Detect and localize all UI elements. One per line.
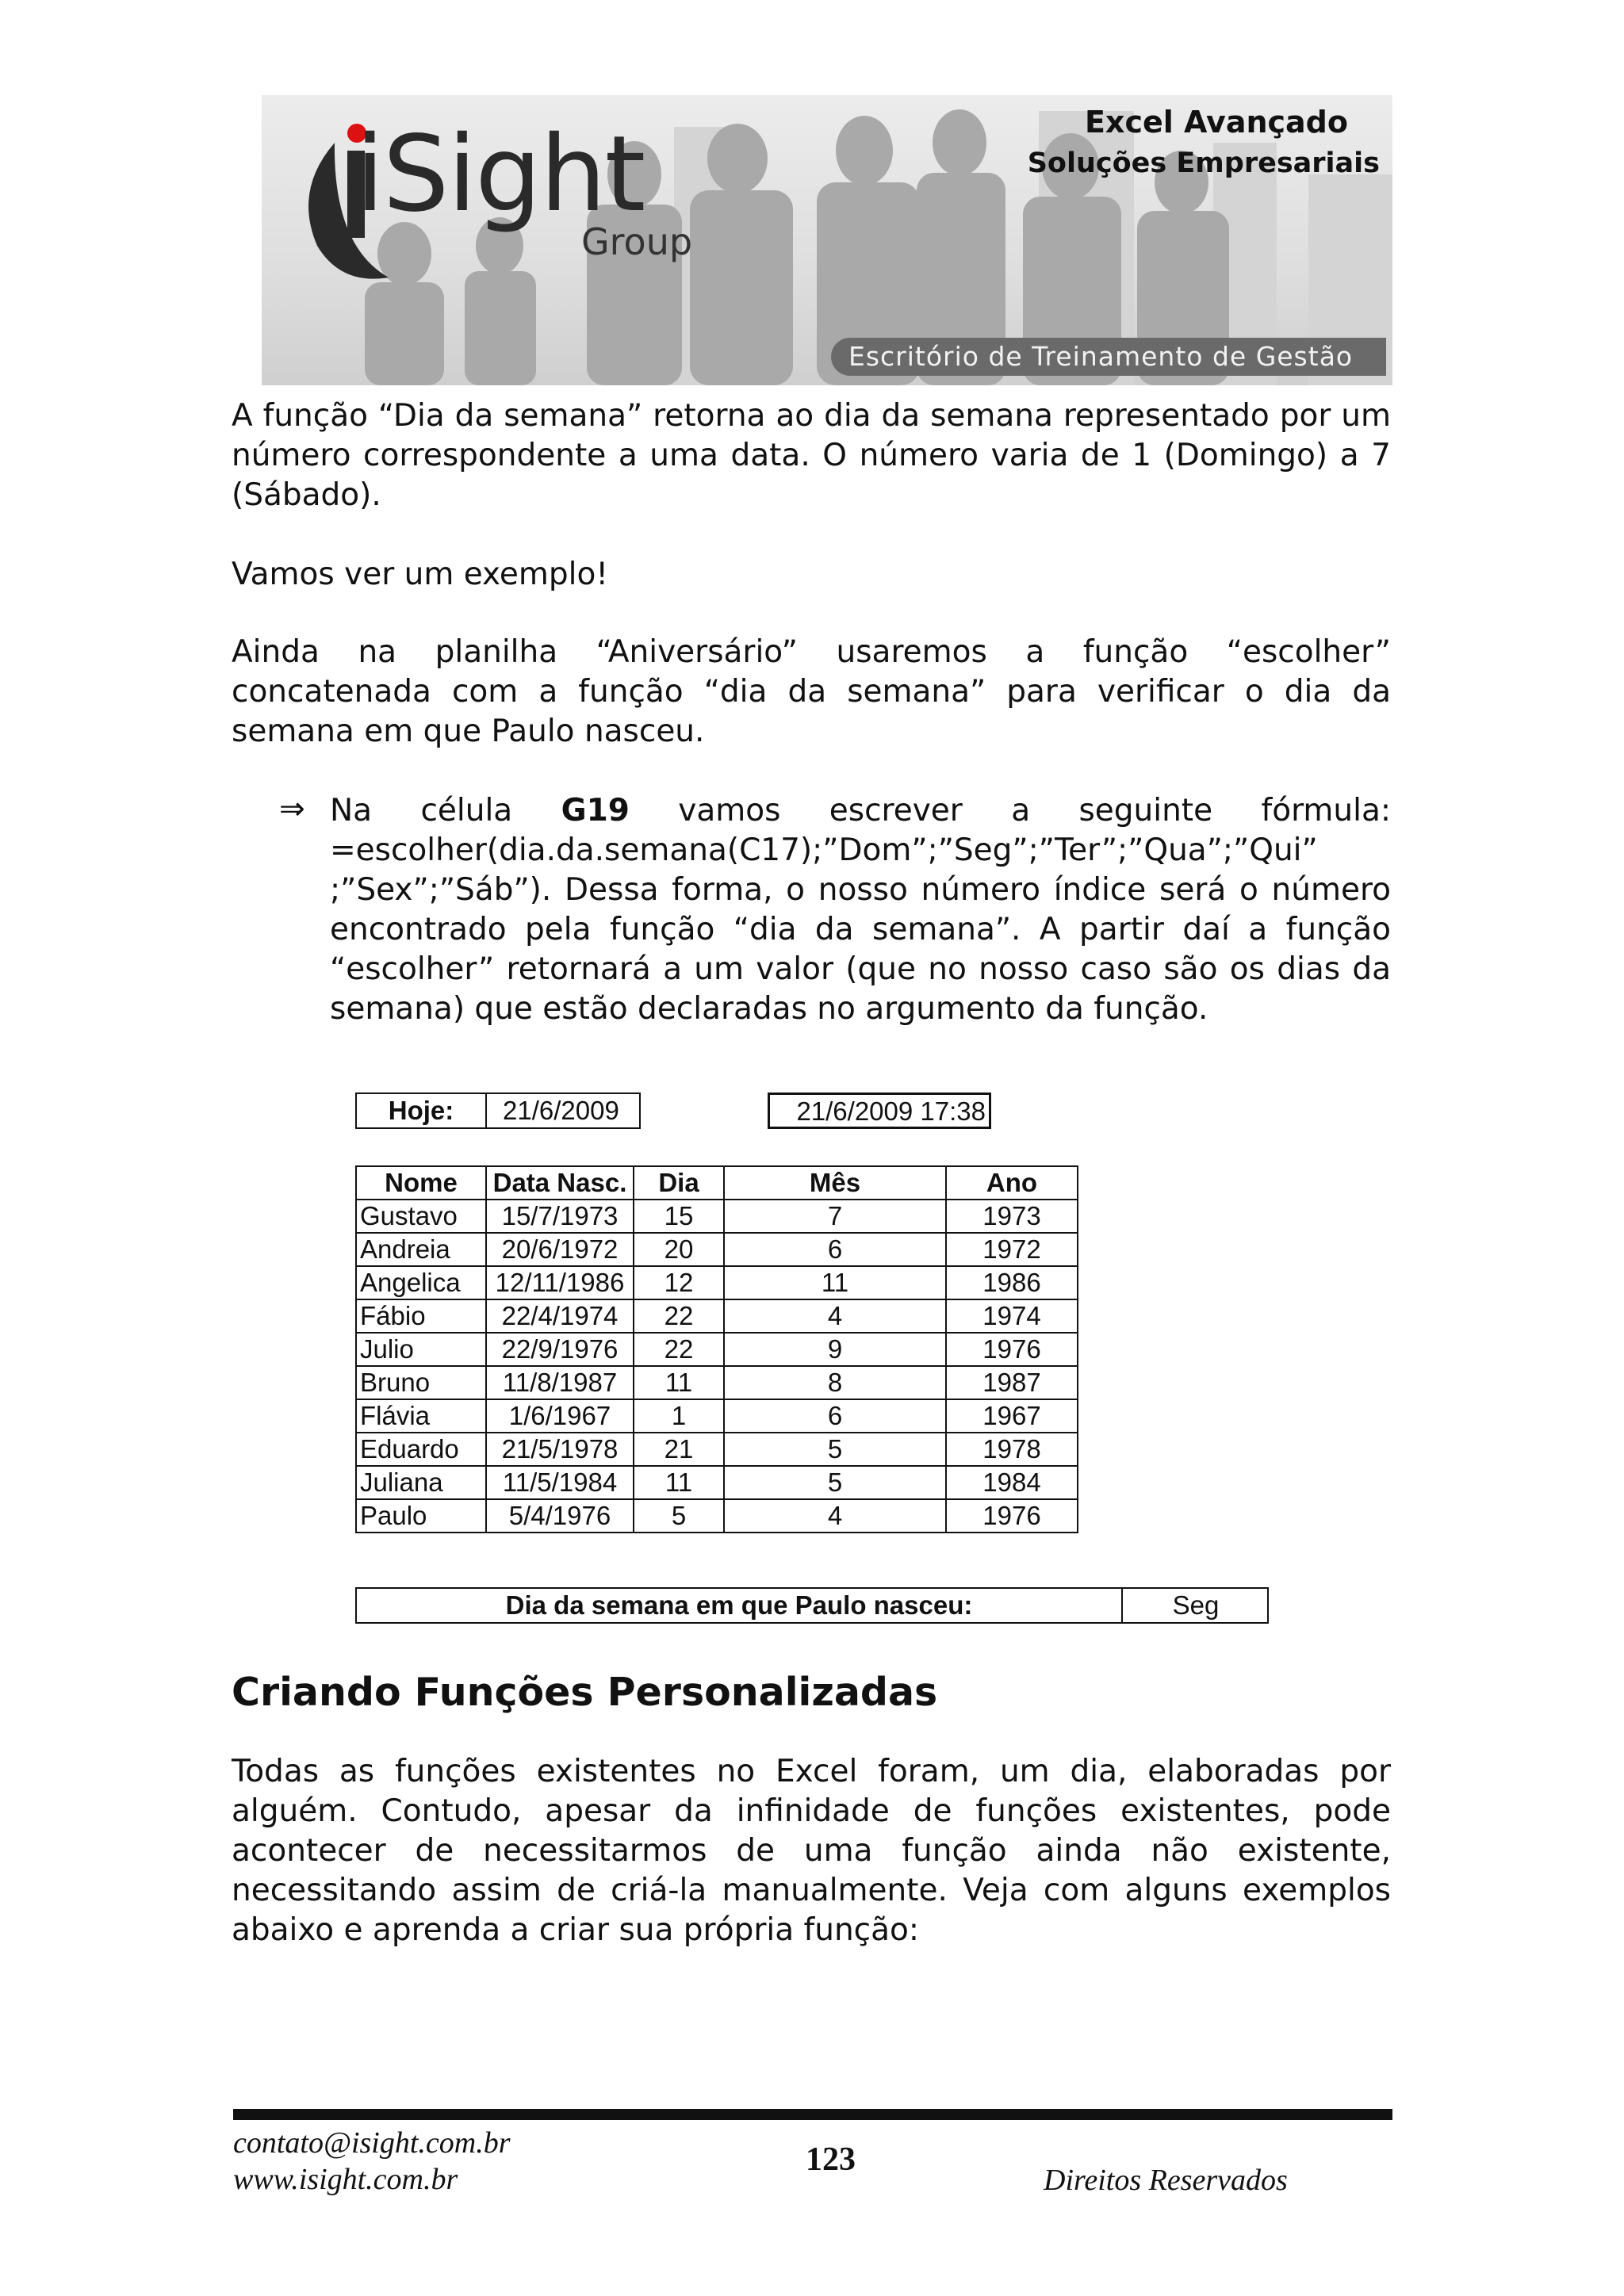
logo-text: iSight <box>355 113 645 235</box>
cell-data-nasc: 21/5/1978 <box>486 1433 634 1466</box>
column-header-data-nasc: Data Nasc. <box>486 1166 634 1200</box>
bullet-text-post: vamos escrever a seguinte fórmula: =escolher(dia.da.semana(C17);”Dom”;”Seg”;”Ter”;”Qua”;”Qui” ;”Sex”;”Sáb”). Dessa forma, o nosso número índice será o número encontrado pela função “dia da semana”. A partir daí a função “escolher” retornará a um valor (que no nosso caso são os dias da semana) que estão declaradas no argumento da função. <box>330 793 1391 1027</box>
footer-email: contato@isight.com.br <box>233 2126 511 2160</box>
table-row <box>356 1499 1078 1533</box>
cell-mes: 5 <box>724 1466 946 1499</box>
table-row <box>356 1366 1078 1399</box>
table-row <box>356 1399 1078 1433</box>
result-label: Dia da semana em que Paulo nasceu: <box>357 1589 1123 1622</box>
hoje-value: 21/6/2009 <box>503 1096 619 1125</box>
arrow-icon: ⇒ <box>279 791 305 827</box>
cell-mes: 4 <box>724 1499 946 1533</box>
cell-ano: 1978 <box>946 1433 1078 1466</box>
table-row <box>356 1299 1078 1333</box>
cell-data-nasc: 15/7/1973 <box>486 1200 634 1233</box>
cell-ano: 1974 <box>946 1299 1078 1333</box>
now-value: 21/6/2009 17:38 <box>796 1096 986 1126</box>
now-box <box>768 1093 991 1129</box>
cell-dia: 1 <box>634 1399 724 1433</box>
result-box <box>355 1587 1269 1624</box>
bullet-instruction <box>330 791 1391 1029</box>
cell-mes: 7 <box>724 1200 946 1233</box>
cell-ano: 1967 <box>946 1399 1078 1433</box>
hoje-box <box>355 1093 641 1129</box>
cell-dia: 22 <box>634 1333 724 1366</box>
bullet-text-pre: Na célula <box>330 793 561 828</box>
cell-dia: 15 <box>634 1200 724 1233</box>
cell-ano: 1987 <box>946 1366 1078 1399</box>
cell-ano: 1973 <box>946 1200 1078 1233</box>
result-value: Seg <box>1172 1590 1220 1620</box>
logo-group-text: Group <box>581 220 693 263</box>
footer-contact <box>233 2125 511 2198</box>
cell-ano: 1976 <box>946 1499 1078 1533</box>
cell-data-nasc: 22/9/1976 <box>486 1333 634 1366</box>
banner-tagline: Escritório de Treinamento de Gestão <box>848 341 1354 372</box>
cell-data-nasc: 1/6/1967 <box>486 1399 634 1433</box>
page-number: 123 <box>806 2141 856 2178</box>
cell-dia: 12 <box>634 1266 724 1299</box>
column-header-mes: Mês <box>724 1166 946 1200</box>
cell-nome: Bruno <box>356 1366 486 1399</box>
table-row <box>356 1466 1078 1499</box>
cell-mes: 6 <box>724 1233 946 1266</box>
cell-nome: Eduardo <box>356 1433 486 1466</box>
cell-nome: Julio <box>356 1333 486 1366</box>
cell-data-nasc: 12/11/1986 <box>486 1266 634 1299</box>
cell-ano: 1972 <box>946 1233 1078 1266</box>
isight-logo <box>268 101 712 308</box>
footer-divider <box>233 2109 1392 2120</box>
table-row <box>356 1200 1078 1233</box>
column-header-dia: Dia <box>634 1166 724 1200</box>
cell-mes: 6 <box>724 1399 946 1433</box>
banner-title: Excel Avançado <box>1084 105 1348 140</box>
cell-data-nasc: 20/6/1972 <box>486 1233 634 1266</box>
table-row <box>356 1266 1078 1299</box>
banner-tagline-bar <box>831 338 1386 376</box>
header-banner <box>262 95 1392 385</box>
paragraph-custom-functions: Todas as funções existentes no Excel foram, um dia, elaboradas por alguém. Contudo, apesar da infinidade de funções existentes, pode acontecer de necessitarmos de uma função ainda não existente, necessitando assim de criá-la manualmente. Veja com alguns exemplos abaixo e aprenda a criar sua própria função: <box>232 1754 1391 1948</box>
cell-nome: Gustavo <box>356 1200 486 1233</box>
cell-data-nasc: 11/5/1984 <box>486 1466 634 1499</box>
cell-nome: Angelica <box>356 1266 486 1299</box>
table-row <box>356 1233 1078 1266</box>
cell-data-nasc: 5/4/1976 <box>486 1499 634 1533</box>
cell-reference: G19 <box>561 793 630 828</box>
cell-mes: 8 <box>724 1366 946 1399</box>
hoje-label: Hoje: <box>357 1094 487 1127</box>
birthday-table <box>355 1165 1078 1533</box>
cell-dia: 21 <box>634 1433 724 1466</box>
cell-mes: 5 <box>724 1433 946 1466</box>
cell-nome: Andreia <box>356 1233 486 1266</box>
cell-ano: 1976 <box>946 1333 1078 1366</box>
paragraph-aniversario: Ainda na planilha “Aniversário” usaremos a função “escolher” concatenada com a função “dia da semana” para verificar o dia da semana em que Paulo nasceu. <box>232 634 1391 749</box>
cell-nome: Flávia <box>356 1399 486 1433</box>
cell-ano: 1984 <box>946 1466 1078 1499</box>
table-header-row <box>356 1166 1078 1200</box>
cell-mes: 4 <box>724 1299 946 1333</box>
table-row <box>356 1333 1078 1366</box>
cell-dia: 22 <box>634 1299 724 1333</box>
cell-nome: Juliana <box>356 1466 486 1499</box>
cell-data-nasc: 22/4/1974 <box>486 1299 634 1333</box>
cell-dia: 11 <box>634 1466 724 1499</box>
cell-data-nasc: 11/8/1987 <box>486 1366 634 1399</box>
cell-dia: 11 <box>634 1366 724 1399</box>
cell-nome: Paulo <box>356 1499 486 1533</box>
cell-dia: 5 <box>634 1499 724 1533</box>
cell-ano: 1986 <box>946 1266 1078 1299</box>
footer-website: www.isight.com.br <box>233 2163 458 2196</box>
banner-subtitle: Soluções Empresariais <box>1027 147 1380 179</box>
cell-mes: 9 <box>724 1333 946 1366</box>
paragraph-intro: A função “Dia da semana” retorna ao dia da semana representado por um número correspondente a uma data. O número varia de 1 (Domingo) a 7 (Sábado). <box>232 398 1391 513</box>
section-heading: Criando Funções Personalizadas <box>232 1670 938 1715</box>
column-header-nome: Nome <box>356 1166 486 1200</box>
column-header-ano: Ano <box>946 1166 1078 1200</box>
cell-mes: 11 <box>724 1266 946 1299</box>
table-row <box>356 1433 1078 1466</box>
paragraph-example: Vamos ver um exemplo! <box>232 557 608 592</box>
footer-rights: Direitos Reservados <box>1044 2164 1288 2197</box>
cell-nome: Fábio <box>356 1299 486 1333</box>
cell-dia: 20 <box>634 1233 724 1266</box>
